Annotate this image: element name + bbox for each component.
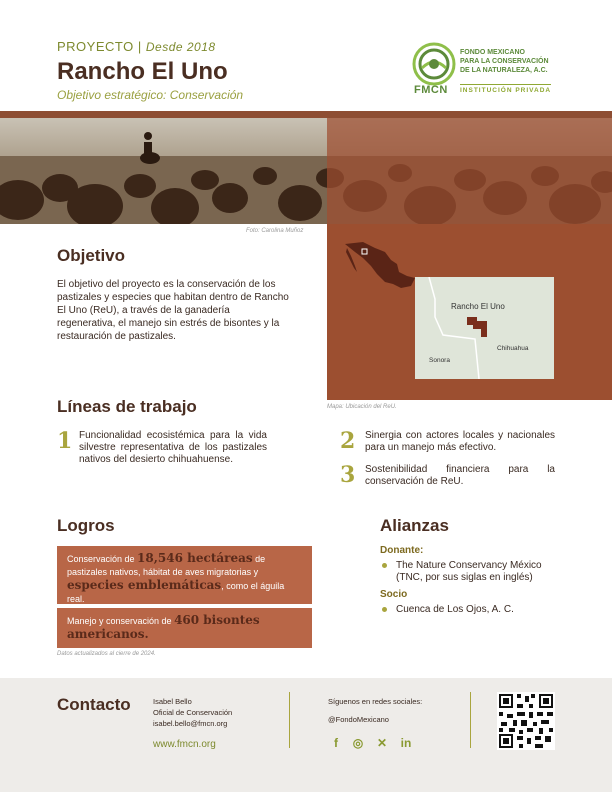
objetivo-heading: Objetivo	[57, 246, 126, 265]
logo-abbreviation: FMCN	[414, 84, 448, 96]
contact-name: Isabel Bello	[153, 697, 192, 706]
social-label: Síguenos en redes sociales:	[328, 697, 423, 706]
page-header	[0, 0, 612, 110]
linea-number: 3	[340, 462, 356, 488]
linea-number: 1	[57, 428, 73, 454]
linea-text: Sostenibilidad financiera para la conservación de ReU.	[365, 464, 555, 487]
bison-photo	[0, 118, 612, 224]
page-subtitle: Objetivo estratégico: Conservación	[57, 88, 244, 102]
logo-tagline: INSTITUCIÓN PRIVADA	[460, 84, 551, 94]
project-year: Desde 2018	[145, 40, 216, 54]
linea-item-1	[57, 428, 297, 484]
footer-divider	[470, 692, 471, 748]
socio-item: Cuenca de Los Ojos, A. C.	[380, 604, 570, 616]
linea-item-3	[340, 462, 560, 492]
fmcn-logo-icon	[412, 42, 456, 86]
location-map	[327, 224, 612, 400]
contacto-heading: Contacto	[57, 695, 131, 714]
contact-person	[153, 696, 232, 729]
map-label-sonora: Sonora	[429, 357, 450, 364]
linea-number: 2	[340, 428, 356, 454]
donante-item: The Nature Conservancy México (TNC, por sus siglas en inglés)	[380, 560, 570, 584]
linea-item-2	[340, 428, 560, 458]
logro-box-hectareas: Conservación de 18,546 hectáreas de pastizales nativos, hábitat de aves migratorias y especies emblemáticas, como el águila real.	[57, 546, 312, 604]
logros-note: Datos actualizados al cierre de 2024.	[57, 651, 156, 657]
top-divider-band	[0, 111, 612, 118]
linkedin-icon[interactable]: in	[400, 736, 412, 750]
page-title: Rancho El Uno	[57, 58, 228, 85]
contact-role: Oficial de Conservación	[153, 708, 233, 717]
donante-label: Donante:	[380, 545, 424, 556]
lineas-heading: Líneas de trabajo	[57, 397, 197, 416]
project-label	[57, 39, 216, 54]
map-label-rancho: Rancho El Uno	[451, 302, 505, 311]
photo-color-overlay	[327, 118, 612, 224]
map-inset	[415, 277, 554, 379]
logros-heading: Logros	[57, 516, 115, 535]
bullet-icon	[382, 563, 387, 568]
alianzas-heading: Alianzas	[380, 516, 449, 535]
contact-footer	[0, 678, 612, 792]
facebook-icon[interactable]: f	[334, 736, 338, 750]
linea-text: Sinergia con actores locales y nacionales para un manejo más efectivo.	[365, 430, 555, 453]
instagram-icon[interactable]: ◎	[352, 736, 364, 750]
logo-name: FONDO MEXICANO PARA LA CONSERVACIÓN DE LA NATURALEZA, A.C.	[460, 49, 549, 74]
map-caption: Mapa: Ubicación del ReU.	[327, 404, 397, 410]
map-label-chihuahua: Chihuahua	[497, 345, 529, 352]
fmcn-logo	[412, 42, 572, 100]
photo-credit: Foto: Carolina Muñoz	[246, 228, 304, 234]
contact-email[interactable]: isabel.bello@fmcn.org	[153, 719, 228, 728]
footer-divider	[289, 692, 290, 748]
logro-highlight-bisontes: 460 bisontes americanos.	[67, 613, 260, 641]
linea-text: Funcionalidad ecosistémica para la vida silvestre representativa de los pastizales nativos del desierto chihuahuense.	[79, 430, 267, 465]
logro-highlight-hectareas: 18,546 hectáreas	[137, 551, 253, 565]
qr-code-icon[interactable]	[497, 692, 555, 750]
logro-highlight-especies: especies emblemáticas	[67, 578, 222, 592]
mexico-map-icon	[341, 238, 421, 298]
objetivo-text: El objetivo del proyecto es la conservación de los pastizales y especies que habitan dentro de Rancho El Uno (ReU), a través de la ganadería regenerativa, el manejo sin estrés de bisontes y la restauración de pastizales.	[57, 279, 289, 342]
bullet-icon	[382, 607, 387, 612]
project-separator: |	[137, 39, 142, 54]
website-link[interactable]: www.fmcn.org	[153, 739, 216, 750]
x-icon[interactable]: ✕	[376, 736, 388, 750]
project-word: PROYECTO	[57, 39, 134, 54]
socio-label: Socio	[380, 589, 408, 600]
logro-box-bisontes: Manejo y conservación de 460 bisontes americanos.	[57, 608, 312, 648]
social-handle[interactable]: @FondoMexicano	[328, 715, 389, 724]
